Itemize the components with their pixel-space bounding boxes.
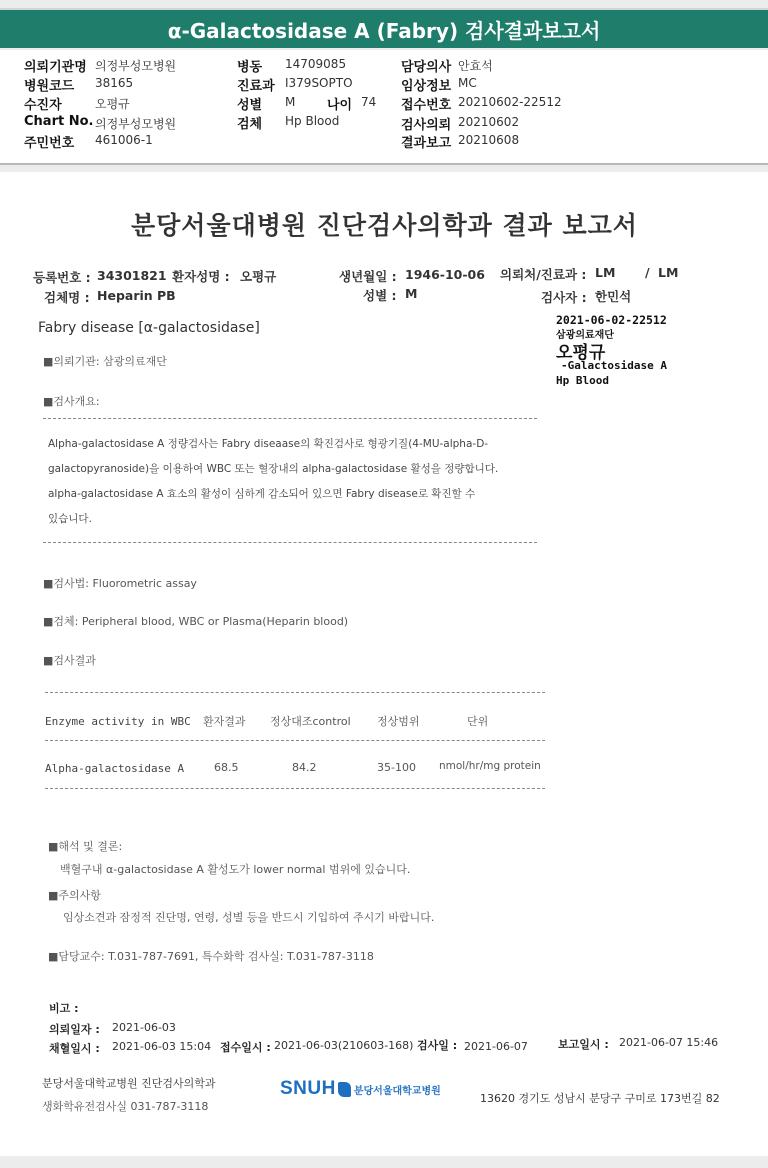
meta-value: 의정부성모병원: [95, 59, 177, 73]
reg-value: 34301821: [97, 268, 167, 283]
stamp-line: 2021-06-02-22512: [556, 313, 667, 327]
ref-label: 의뢰처/진료과 :: [500, 267, 587, 282]
meta-value: 14709085: [285, 57, 347, 71]
dob-value: 1946-10-06: [405, 267, 485, 282]
report-sheet: [0, 172, 768, 1156]
agency-line: ■의뢰기관: 삼광의료재단: [43, 355, 167, 368]
meta-label: Chart No.: [24, 114, 94, 129]
table-header: 환자결과: [203, 715, 246, 728]
footer-address: 13620 경기도 성남시 분당구 구미로 173번길 82: [480, 1092, 720, 1105]
meta-value: 74: [361, 95, 377, 109]
test-name: Fabry disease [α-galactosidase]: [38, 320, 260, 336]
receive-value: 2021-06-03(210603-168): [274, 1039, 414, 1052]
request-info-panel: [0, 50, 768, 165]
table-rule: [45, 788, 545, 789]
table-cell: nmol/hr/mg protein: [439, 760, 541, 772]
meta-label: 접수번호: [401, 98, 452, 113]
ref-value-2: LM: [658, 265, 679, 280]
meta-value: MC: [458, 76, 477, 90]
meta-value: 38165: [95, 76, 134, 90]
tester-value: 한민석: [595, 289, 632, 304]
overview-line: galactopyranoside)을 이용하여 WBC 또는 혈장내의 alpha-galactosidase 활성을 정량합니다.: [48, 463, 499, 475]
tester-label: 검사자 :: [541, 290, 587, 305]
result-heading: ■검사결과: [43, 654, 96, 667]
report-title: 분당서울대병원 진단검사의학과 결과 보고서: [131, 211, 638, 240]
logo-mark-icon: [338, 1082, 351, 1097]
specimen-label: 검체명 :: [44, 290, 90, 305]
table-rule: [45, 740, 545, 741]
meta-label: 결과보고: [401, 136, 452, 151]
snuh-logo: [280, 1078, 441, 1100]
table-header: 단위: [467, 715, 489, 728]
footer-lab: 생화학유전검사실 031-787-3118: [42, 1100, 209, 1113]
meta-label: 병원코드: [24, 79, 75, 94]
meta-value: I379SOPTO: [285, 76, 353, 90]
name-label: 환자성명 :: [172, 269, 230, 284]
table-cell: 35-100: [377, 761, 416, 774]
draw-value: 2021-06-03 15:04: [112, 1040, 212, 1053]
table-header: 정상범위: [377, 715, 420, 728]
banner-title: α-Galactosidase A (Fabry) 검사결과보고서: [167, 18, 601, 43]
meta-label: 병동: [237, 60, 263, 75]
stamp-line: 삼광의료재단: [556, 330, 614, 341]
stamp-line: -Galactosidase A: [561, 359, 667, 372]
meta-label: 담당의사: [401, 60, 452, 75]
meta-label: 성별: [237, 98, 263, 113]
meta-label: 임상정보: [401, 79, 452, 94]
specimen-line: ■검체: Peripheral blood, WBC or Plasma(Heparin blood): [43, 615, 349, 628]
caution-heading: ■주의사항: [48, 889, 101, 902]
meta-value: Hp Blood: [285, 114, 340, 128]
report-date-label: 보고일시 :: [558, 1038, 609, 1051]
reg-label: 등록번호 :: [33, 270, 91, 285]
meta-value: 의정부성모병원: [95, 117, 177, 131]
request-date-label: 의뢰일자 :: [49, 1023, 100, 1036]
meta-value: 20210602: [458, 115, 520, 129]
sex-label: 성별 :: [363, 288, 397, 303]
sex-value: M: [405, 286, 418, 301]
report-banner: [0, 10, 768, 48]
stamp-line: Hp Blood: [556, 374, 609, 387]
stamp-line: 오평규: [556, 343, 606, 363]
name-value: 오평규: [240, 269, 277, 284]
logo-text: SNUH: [280, 1078, 336, 1099]
logo-subtitle: 분당서울대학교병원: [353, 1085, 441, 1097]
test-date: 2021-06-07: [464, 1040, 528, 1053]
ref-value: LM: [595, 265, 616, 280]
dob-label: 생년월일 :: [339, 269, 397, 284]
meta-label: 나이: [327, 98, 353, 113]
meta-label: 주민번호: [24, 136, 75, 151]
test-date-label: 검사일 :: [417, 1039, 458, 1052]
table-cell: 84.2: [292, 761, 317, 774]
method-line: ■검사법: Fluorometric assay: [43, 577, 197, 590]
meta-label: 검체: [237, 117, 263, 132]
interpretation-text: 백혈구내 α-galactosidase A 활성도가 lower normal 범위에 있습니다.: [60, 863, 411, 876]
request-date: 2021-06-03: [112, 1021, 176, 1034]
meta-label: 검사의뢰: [401, 118, 452, 133]
meta-value: M: [285, 95, 296, 109]
table-header: Enzyme activity in WBC: [45, 715, 191, 728]
footer-department: 분당서울대학교병원 진단검사의학과: [42, 1077, 216, 1090]
table-cell: Alpha-galactosidase A: [45, 762, 185, 775]
overview-heading: ■검사개요:: [43, 395, 100, 408]
overview-line: alpha-galactosidase A 효소의 활성이 심하게 감소되어 있으면 Fabry disease로 확진할 수: [48, 488, 476, 500]
specimen-value: Heparin PB: [97, 288, 176, 303]
table-header: 정상대조control: [270, 715, 351, 728]
meta-value: 20210608: [458, 133, 520, 147]
overview-line: Alpha-galactosidase A 정량검사는 Fabry diseaase의 확진검사로 형광기질(4-MU-alpha-D-: [48, 438, 489, 450]
table-rule: [45, 692, 545, 693]
interpretation-heading: ■해석 및 결론:: [48, 840, 123, 853]
receive-label: 접수일시 :: [220, 1041, 271, 1054]
meta-value: 20210602-22512: [458, 95, 562, 109]
caution-text: 임상소견과 잠정적 진단명, 연령, 성별 등을 반드시 기입하여 주시기 바랍니다.: [63, 911, 435, 924]
meta-value: 461006-1: [95, 133, 153, 147]
divider: [43, 418, 537, 419]
meta-label: 진료과: [237, 79, 275, 94]
ref-separator: /: [645, 265, 650, 280]
report-date: 2021-06-07 15:46: [619, 1036, 719, 1049]
meta-label: 수진자: [24, 98, 62, 113]
contact-line: ■담당교수: T.031-787-7691, 특수화학 검사실: T.031-787-3118: [48, 950, 374, 963]
meta-value: 안효석: [458, 59, 493, 73]
meta-value: 오평규: [95, 97, 130, 111]
table-cell: 68.5: [214, 761, 239, 774]
meta-label: 의뢰기관명: [24, 60, 87, 75]
remark-label: 비고 :: [49, 1002, 79, 1015]
draw-label: 채혈일시 :: [49, 1042, 100, 1055]
divider: [43, 542, 537, 543]
overview-line: 있습니다.: [48, 513, 92, 525]
overview-body: [48, 432, 498, 532]
